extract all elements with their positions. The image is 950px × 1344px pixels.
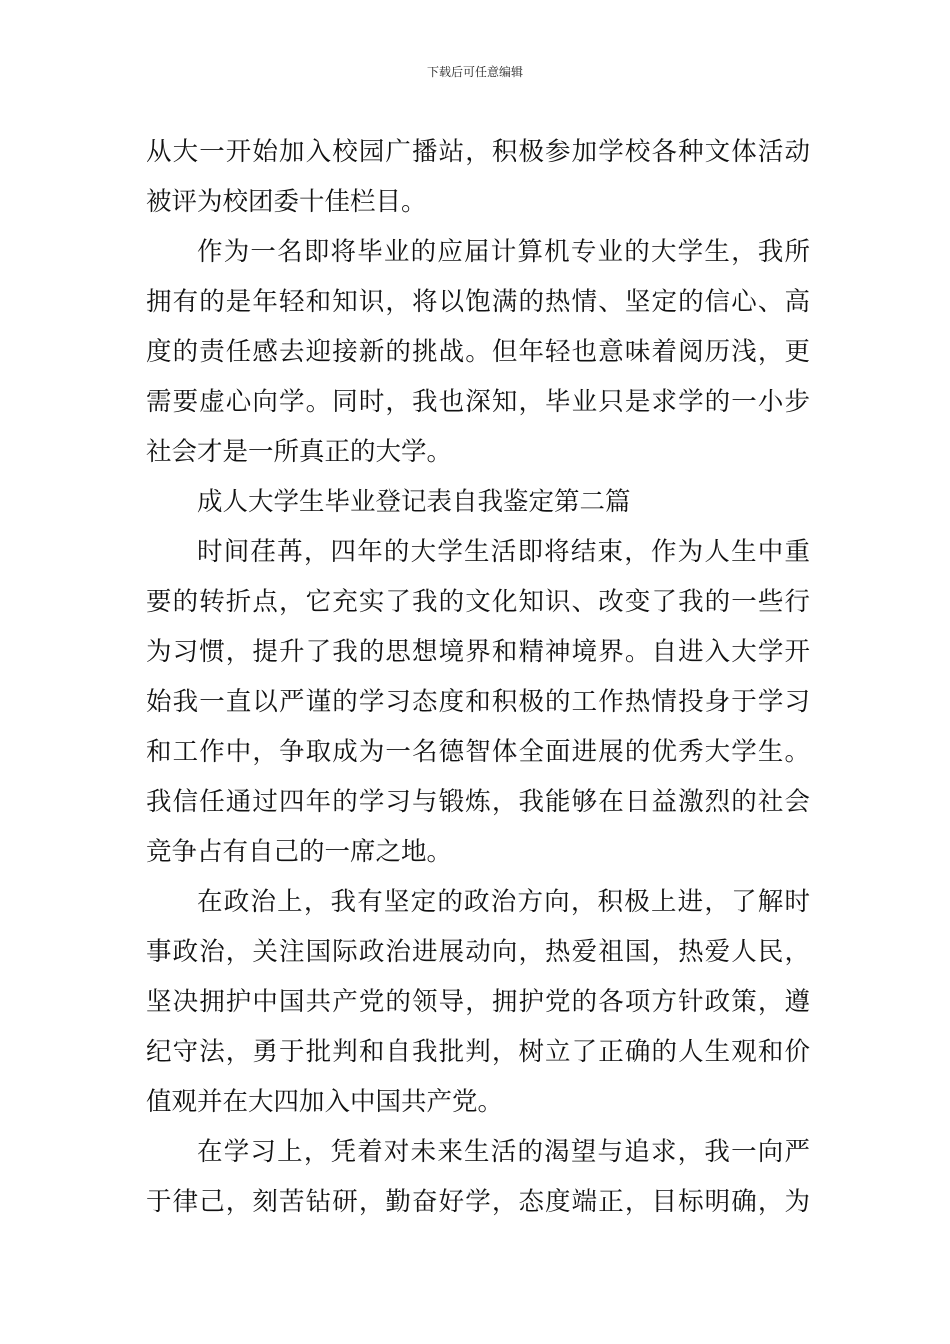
text-line: 度的责任感去迎接新的挑战。但年轻也意味着阅历浅，更 [146,337,810,367]
text-line: 值观并在大四加入中国共产党。 [146,1087,504,1117]
paragraph [146,877,810,1127]
text-line: 坚决拥护中国共产党的领导，拥护党的各项方针政策，遵 [146,987,810,1017]
paragraph [146,527,810,877]
text-line: 拥有的是年轻和知识，将以饱满的热情、坚定的信心、高 [146,287,810,317]
text-line: 在学习上，凭着对未来生活的渴望与追求，我一向严 [197,1137,810,1167]
text-line: 作为一名即将毕业的应届计算机专业的大学生，我所 [197,237,810,267]
text-line: 在政治上，我有坚定的政治方向，积极上进，了解时 [197,887,810,917]
section-heading [146,477,810,527]
paragraph [146,227,810,477]
text-line: 需要虚心向学。同时，我也深知，毕业只是求学的一小步 [146,387,810,417]
text-line: 成人大学生毕业登记表自我鉴定第二篇 [197,487,631,517]
paragraph [146,1127,810,1227]
text-line: 纪守法，勇于批判和自我批判，树立了正确的人生观和价 [146,1037,810,1067]
text-line: 我信任通过四年的学习与锻炼，我能够在日益激烈的社会 [146,787,810,817]
text-line: 为习惯，提升了我的思想境界和精神境界。自进入大学开 [146,637,810,667]
text-line: 社会才是一所真正的大学。 [146,437,453,467]
document-body [146,127,810,1227]
text-line: 竞争占有自己的一席之地。 [146,837,453,867]
text-line: 于律己，刻苦钻研，勤奋好学，态度端正，目标明确，为 [146,1187,810,1217]
text-line: 被评为校团委十佳栏目。 [146,187,427,217]
text-line: 时间荏苒，四年的大学生活即将结束，作为人生中重 [197,537,810,567]
text-line: 事政治，关注国际政治进展动向，热爱祖国，热爱人民， [146,937,810,967]
text-line: 要的转折点，它充实了我的文化知识、改变了我的一些行 [146,587,810,617]
text-line: 从大一开始加入校园广播站，积极参加学校各种文体活动 [146,137,810,167]
text-line: 和工作中，争取成为一名德智体全面进展的优秀大学生。 [146,737,810,767]
text-line: 始我一直以严谨的学习态度和积极的工作热情投身于学习 [146,687,810,717]
page-header: 下载后可任意编辑 [426,65,523,79]
paragraph [146,127,810,227]
